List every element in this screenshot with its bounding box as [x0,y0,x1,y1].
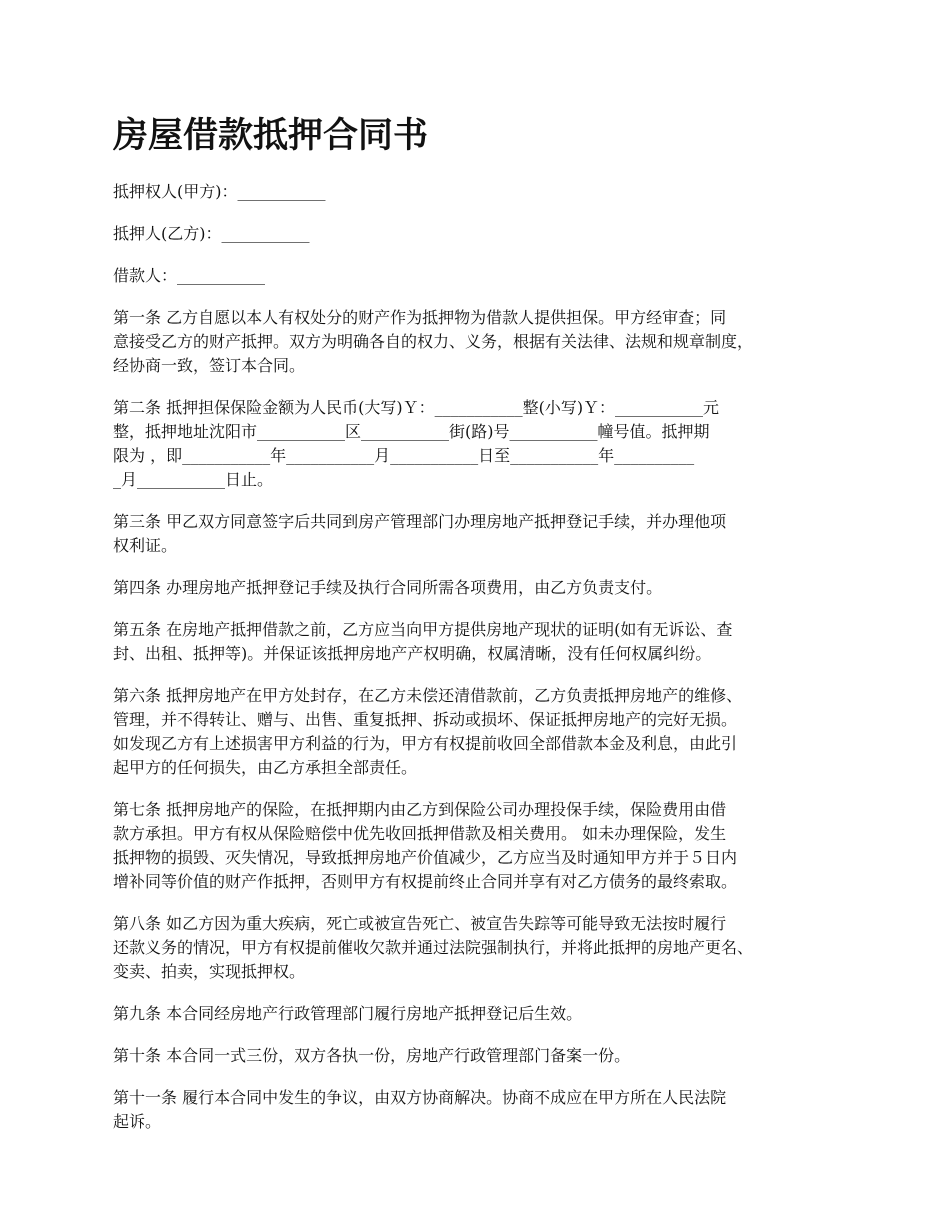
field-label: 抵押权人(甲方)： [113,182,238,201]
field-blank: ___________ [221,224,310,243]
field-blank: ___________ [237,182,326,201]
field-label: 借款人： [113,266,178,285]
field-blank: ___________ [177,266,266,285]
clause-8: 第八条 如乙方因为重大疾病，死亡或被宣告死亡、被宣告失踪等可能导致无法按时履行 还款义务的情况，甲方有权提前催收欠款并通过法院强制执行，并将此抵押的房地产更名、 变卖、拍卖，实现抵押权。 [113,914,754,981]
clause-1: 第一条 乙方自愿以本人有权处分的财产作为抵押物为借款人提供担保。甲方经审查；同 意接受乙方的财产抵押。双方为明确各自的权力、义务，根据有关法律、法规和规章制度， 经协商一致，签订本合同。 [113,308,754,375]
clause-11: 第十一条 履行本合同中发生的争议，由双方协商解决。协商不成应在甲方所在人民法院 起诉。 [113,1088,727,1131]
clause-7: 第七条 抵押房地产的保险，在抵押期内由乙方到保险公司办理投保手续，保险费用由借 款方承担。甲方有权从保险赔偿中优先收回抵押借款及相关费用。 如未办理保险，发生 抵押物的损毁、灭失情况，导致抵押房地产价值减少，乙方应当及时通知甲方并于５日内 增补同等价值的财产作抵押，否则甲方有权提前终止合同并享有对乙方债务的最终索取。 [113,800,738,891]
field-mortgagor [113,222,858,246]
clause-6: 第六条 抵押房地产在甲方处封存，在乙方未偿还清借款前，乙方负责抵押房地产的维修、 管理，并不得转让、赠与、出售、重复抵押、拆动或损坏、保证抵押房地产的完好无损。 如发现乙方有上述损害甲方利益的行为，甲方有权提前收回全部借款本金及利息，由此引 起甲方的任何损失，由乙方承担全部责任。 [113,686,743,777]
clause-3: 第三条 甲乙双方同意签字后共同到房产管理部门办理房地产抵押登记手续，并办理他项 权利证。 [113,512,727,555]
field-label: 抵押人(乙方)： [113,224,222,243]
document-page [113,112,858,1152]
clause-10: 第十条 本合同一式三份，双方各执一份，房地产行政管理部门备案一份。 [113,1046,631,1065]
clause-9: 第九条 本合同经房地产行政管理部门履行房地产抵押登记后生效。 [113,1004,583,1023]
clause-4: 第四条 办理房地产抵押登记手续及执行合同所需各项费用，由乙方负责支付。 [113,578,663,597]
field-mortgagee [113,180,858,204]
clause-2: 第二条 抵押担保保险金额为人民币(大写)Ｙ：___________整(小写)Ｙ：___________元 整，抵押地址沈阳市___________区___________街(路)号___________幢号值。抵押期 限为 ，即___________年___________月___________日至___________年__________ _月___________日止。 [113,398,720,489]
field-borrower [113,264,858,288]
document-title: 房屋借款抵押合同书 [113,116,429,156]
clause-5: 第五条 在房地产抵押借款之前，乙方应当向甲方提供房地产现状的证明(如有无诉讼、查 封、出租、抵押等)。并保证该抵押房地产产权明确，权属清晰，没有任何权属纠纷。 [113,620,733,663]
